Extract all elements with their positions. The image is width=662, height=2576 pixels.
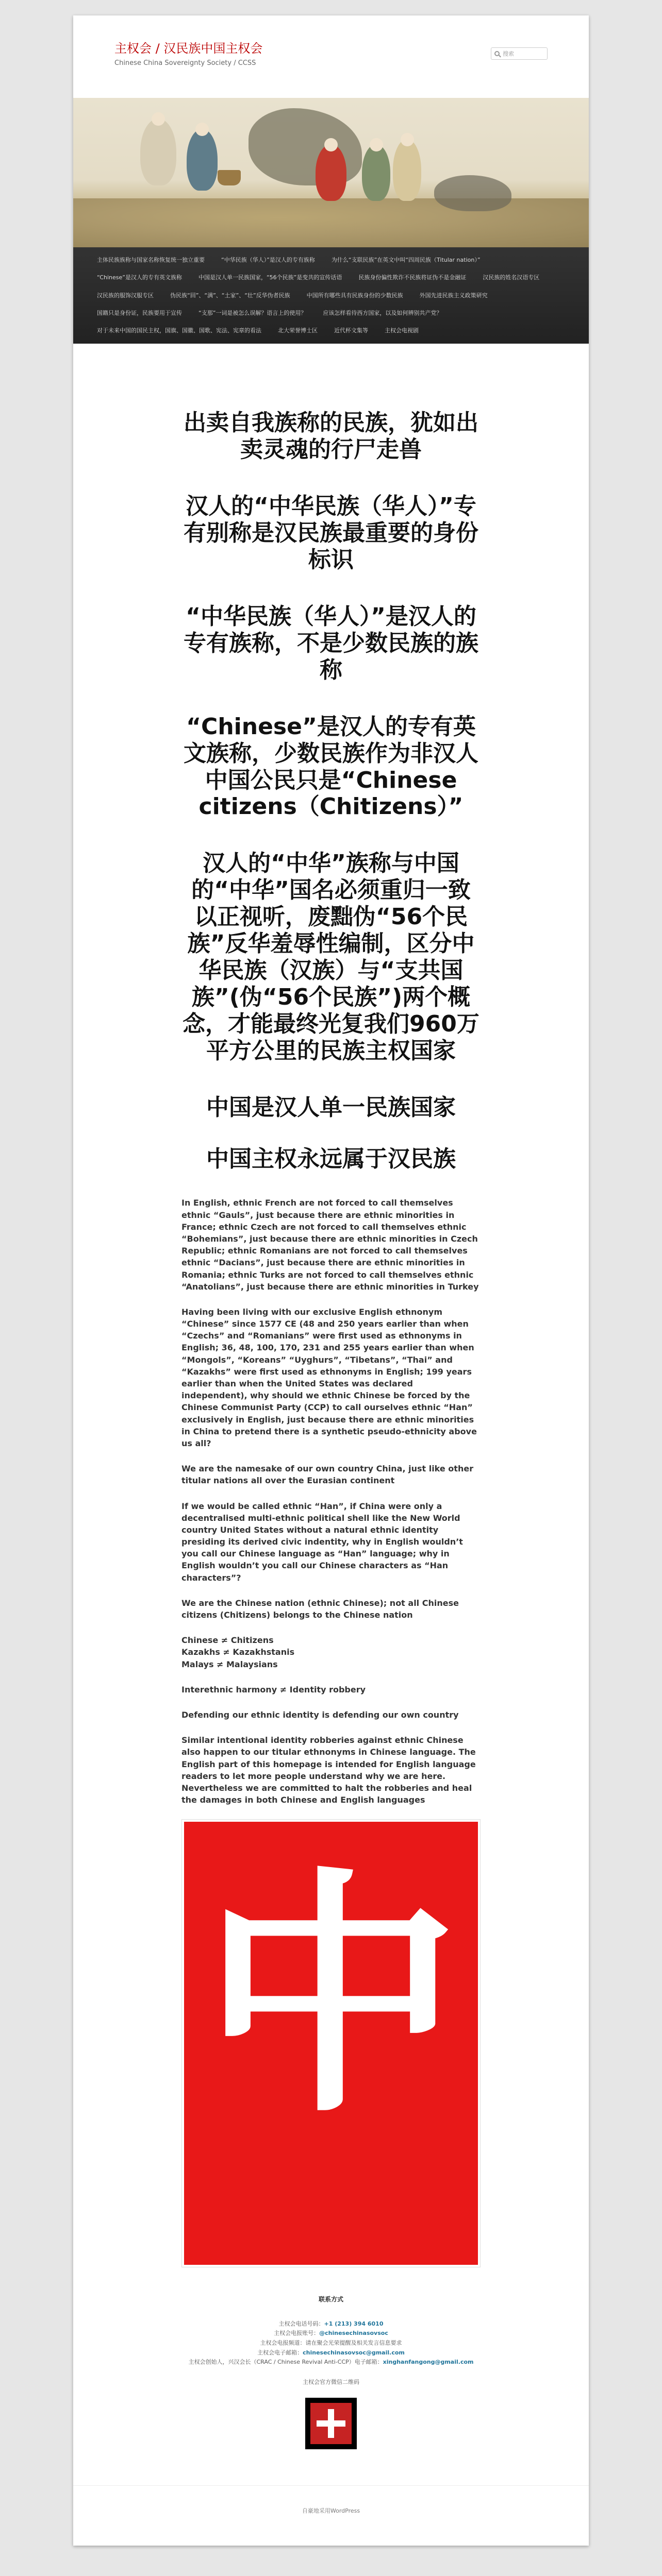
flag-character: 中	[202, 1847, 460, 2147]
red-flag	[184, 1822, 478, 2265]
contact-line: 主权会创始人，兴汉会长（CRAC / Chinese Revival Anti-CCP）电子邮箱：xinghanfangong@gmail.com	[188, 2359, 474, 2366]
list-item: Kazakhs ≠ Kazakhstanis	[181, 1647, 295, 1657]
headline: “Chinese”是汉人的专有英文族称，少数民族作为非汉人中国公民只是“Chinese citizens（Chitizens）”	[184, 713, 478, 820]
telegram-link[interactable]: @chinesechinasovsoc	[319, 2330, 388, 2337]
nav-item[interactable]: 北大荣誉博士区	[278, 327, 318, 334]
wechat-qr-code	[305, 2398, 357, 2449]
body-paragraph: We are the namesake of our own country China, just like other titular nations all over the Eurasian continent	[181, 1464, 474, 1486]
nav-item[interactable]: 外国先进民族主义政策研究	[419, 292, 488, 299]
contact-line: 主权会电报账号：@chinesechinasovsoc	[274, 2330, 388, 2337]
phone-link[interactable]: +1 (213) 394 6010	[324, 2320, 384, 2327]
nav-item[interactable]: 对于未来中国的国民主权，国旗、国徽、国歌、宪法、宪章的看法	[97, 327, 261, 334]
qr-label: 主权会官方微信二维码	[303, 2379, 359, 2386]
headline: 汉人的“中华”族称与中国的“中华”国名必须重归一致以正视听，废黜伪“56个民族”反华羞辱性编制，区分中华民族（汉族）与“支共国族”(伪“56个民族”)两个概念，才能最终光复我们960万平方公里的民族主权国家	[183, 850, 479, 1064]
headline: 汉人的“中华民族（华人）”专有别称是汉民族最重要的身份标识	[184, 493, 478, 573]
nav-item[interactable]: 汉民族的姓名汉语专区	[483, 274, 540, 281]
nav-item[interactable]: 近代杯文集等	[334, 327, 368, 334]
nav-item[interactable]: 国籍只是身份证，民族要用于宣传	[97, 309, 182, 316]
list-item: Malays ≠ Malaysians	[181, 1659, 278, 1669]
body-paragraph: If we would be called ethnic “Han”, if China were only a decentralised multi-ethnic political shell like the New World country United States without a natural ethnic identity presiding its derived civic indentity, why in English wouldn’t you call our Chinese language as “Han” language; why in English wouldn’t you call our Chinese characters as “Han characters”?	[181, 1501, 463, 1583]
nav-item[interactable]: 汉民族的服饰汉服专区	[97, 292, 154, 299]
headline: “中华民族（华人）”是汉人的专有族称，不是少数民族的族称	[184, 603, 478, 683]
headline: 中国是汉人单一民族国家	[206, 1094, 456, 1121]
site-footer	[73, 2485, 589, 2530]
main-content	[181, 344, 481, 2449]
founder-email-link[interactable]: xinghanfangong@gmail.com	[383, 2359, 474, 2366]
comparison-list	[181, 1634, 481, 1670]
contact-title: 联系方式	[318, 2296, 343, 2303]
list-item: Chinese ≠ Chitizens	[181, 1635, 274, 1646]
nav-item[interactable]: 伪民族“回”、“满”、“土家”、“壮”反华伪者民族	[170, 292, 290, 299]
nav-item[interactable]: “支那”一词是被怎么误解？语言上的使用？	[198, 309, 307, 316]
body-paragraph: In English, ethnic French are not forced to call themselves ethnic “Gauls”, just because there are ethnic minorities in France; ethnic Czech are not forced to call themselves ethnic “Bohemians”, just because there are ethnic minorities in Czech Republic; ethnic Romanians are not forced to call themselves ethnic “Dacians”, just because there are ethnic minorities in Romania; ethnic Turks are not forced to call themselves ethnic “Anatolians”, just because there are ethnic minorities in Turkey	[181, 1198, 479, 1292]
site-description: Chinese China Sovereignty Society / CCSS	[114, 59, 256, 67]
contact-line: 主权会电话号码：+1 (213) 394 6010	[278, 2320, 384, 2327]
headline: 出卖自我族称的民族，犹如出卖灵魂的行尸走兽	[184, 410, 478, 463]
search-placeholder: 搜索	[503, 50, 514, 57]
body-paragraph: We are the Chinese nation (ethnic Chinese); not all Chinese citizens (Chitizens) belongs to the Chinese nation	[181, 1598, 459, 1620]
body-paragraph: Defending our ethnic identity is defending our own country	[181, 1709, 459, 1720]
contact-section	[181, 2294, 481, 2449]
page	[73, 15, 589, 2546]
contact-line: 主权会电子邮箱：chinesechinasovsoc@gmail.com	[257, 2349, 405, 2356]
nav-item[interactable]: 中国所有哪些具有民族身份的少数民族	[306, 292, 403, 299]
contact-line: 主权会电报频道：请在聚会光荣提醒及相关发言信息要求	[260, 2340, 402, 2347]
email-link[interactable]: chinesechinasovsoc@gmail.com	[303, 2349, 405, 2356]
headline: 中国主权永远属于汉民族	[206, 1145, 456, 1172]
nav-item[interactable]: 为什么“支联民族”在英文中叫“四周民族（Titular nation）”	[331, 257, 481, 263]
nav-item[interactable]: “Chinese”是汉人的专有英文族称	[97, 274, 182, 281]
nav-item[interactable]: 主权会电视剧	[385, 327, 419, 334]
nav-item[interactable]: 民族身份偏性欺诈不民族将证伪不是金融证	[358, 274, 467, 281]
body-paragraph: Having been living with our exclusive English ethnonym “Chinese” since 1577 CE (48 and 250 years earlier than when “Czechs” and “Romanians” were first used as ethnonyms in English; 36, 48, 100, 170, 231 and 255 years earlier than when “Mongols”, “Koreans” “Uyghurs”, “Tibetans”, “Thai” and “Kazakhs” were first used as ethnonyms in English; 199 years earlier than when the United States was declared independent), why should we ethnic Chinese be forced by the Chinese Communist Party (CCP) to call ourselves ethnic “Han” exclusively in English, just because there are ethnic minorities in China to pretend there is a synthetic pseudo-ethnicity above us all?	[181, 1307, 477, 1448]
body-paragraph: Similar intentional identity robberies against ethnic Chinese also happen to our titular ethnonyms in Chinese language. The English part of this homepage is intended for English language readers to let more people understand why we are here. Nevertheless we are committed to halt the robberies and heal the damages in both Chinese and English languages	[181, 1735, 476, 1805]
footer-credit[interactable]: 自豪地采用WordPress	[302, 2507, 360, 2514]
site-title[interactable]: 主权会 / 汉民族中国主权会	[114, 41, 263, 56]
nav-item[interactable]: 中国是汉人单一民族国家，“56个民族”是变共的宣传话语	[198, 274, 342, 281]
search-input[interactable]	[491, 47, 548, 60]
nav-item[interactable]: 应该怎样看待西方国家，以及如何辨别共产党？	[323, 309, 442, 316]
header-banner-image	[73, 98, 589, 247]
main-navigation	[73, 247, 589, 344]
nav-item[interactable]: 主体民族族称与国家名称恢复统一独立重要	[97, 257, 205, 263]
flag-image	[181, 1819, 481, 2267]
nav-item[interactable]: “中华民族（华人）”是汉人的专有族称	[221, 257, 315, 263]
body-paragraph: Interethnic harmony ≠ Identity robbery	[181, 1684, 366, 1694]
site-header	[73, 15, 589, 98]
search-icon	[494, 51, 500, 56]
